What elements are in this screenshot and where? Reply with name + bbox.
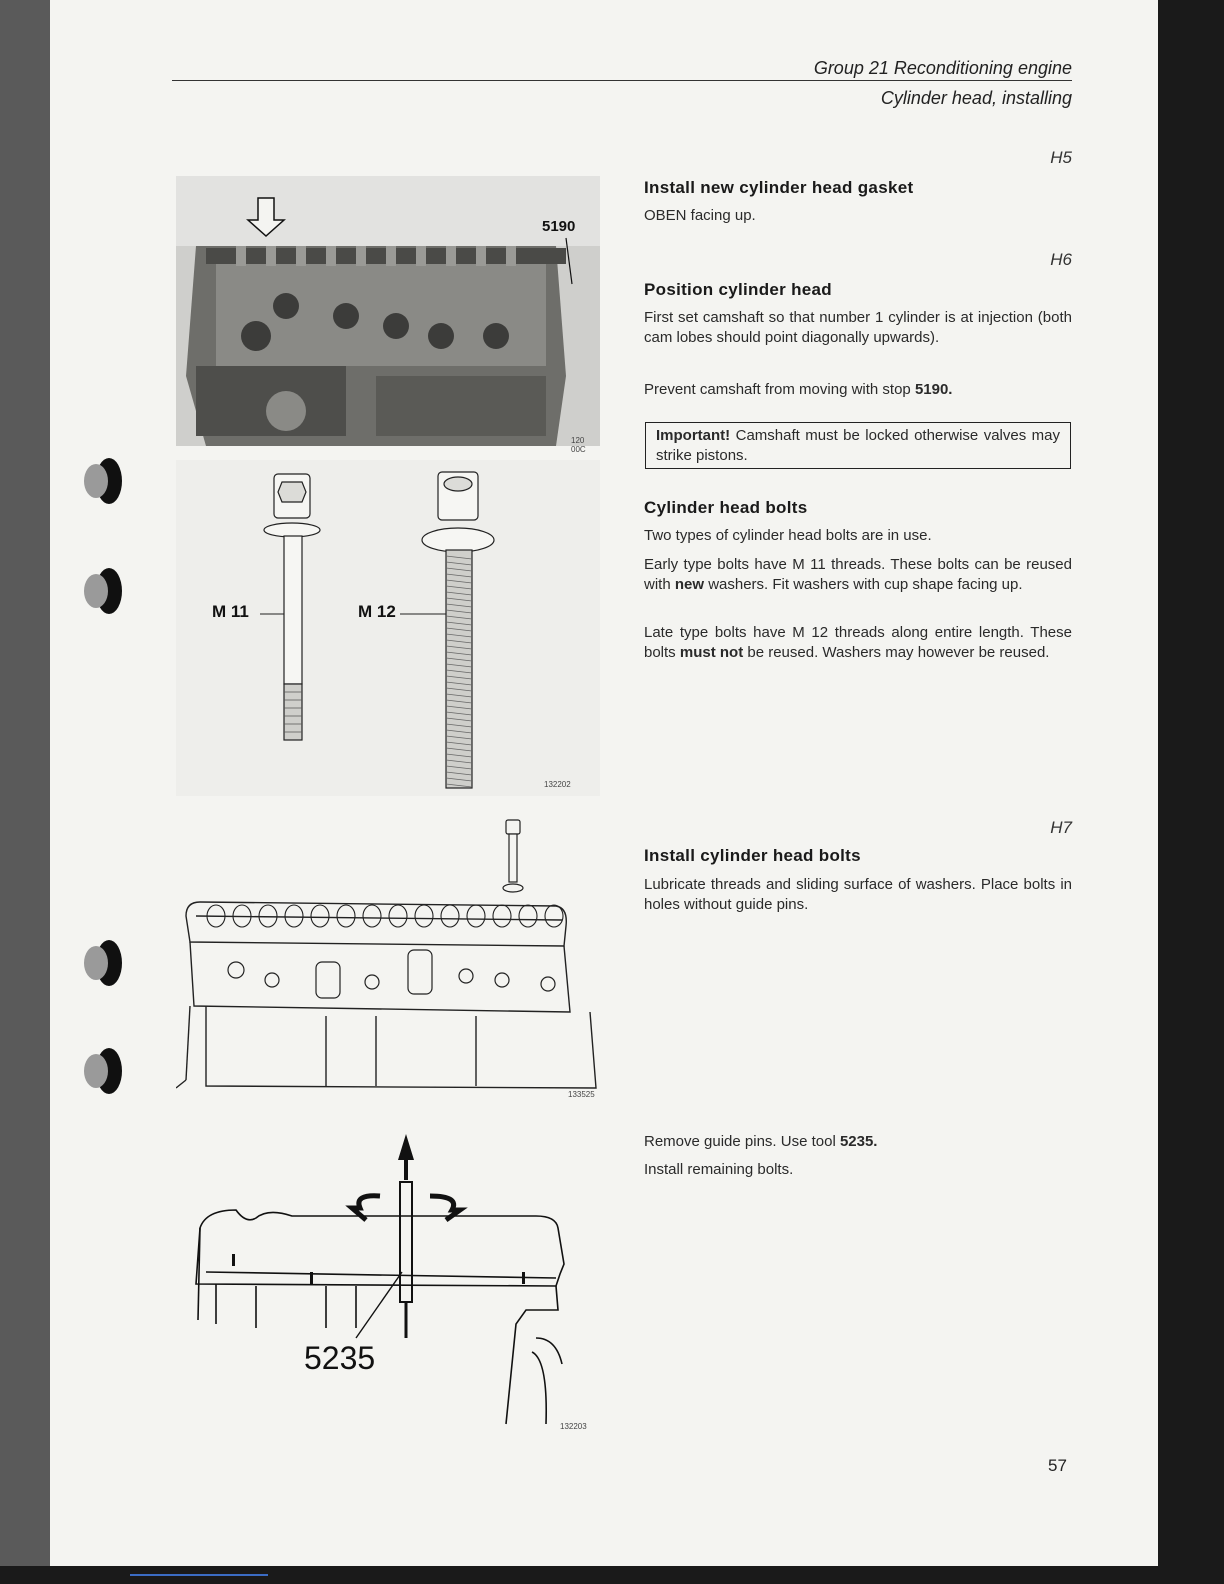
label-m11: M 11 xyxy=(212,602,249,621)
binder-hole xyxy=(96,940,122,986)
engine-photo xyxy=(176,176,600,454)
cylinder-head-illustration xyxy=(176,816,600,1100)
scan-artifact-line xyxy=(130,1574,268,1576)
step-number-h5: H5 xyxy=(1050,148,1072,167)
binder-hole xyxy=(96,458,122,504)
important-notice: Important! Camshaft must be locked otherwise valves may strike pistons. xyxy=(645,422,1071,469)
label-m12: M 12 xyxy=(358,602,396,621)
header-group: Group 21 Reconditioning engine xyxy=(813,58,1072,78)
binder-hole xyxy=(96,568,122,614)
step-number-h7: H7 xyxy=(1050,818,1072,837)
text-late-type: Late type bolts have M 12 threads along entire length. These bolts must not be reused. Washers may however be reused. xyxy=(644,624,1072,661)
text-early-type: Early type bolts have M 11 threads. These bolts can be reused with new washers. Fit washers with cup shape facing up. xyxy=(644,556,1072,593)
heading-position-head: Position cylinder head xyxy=(644,280,832,299)
callout-5190: 5190 xyxy=(542,218,576,235)
text-oben: OBEN facing up. xyxy=(644,207,756,224)
callout-5235: 5235 xyxy=(304,1340,376,1376)
page-number: 57 xyxy=(1048,1456,1067,1475)
heading-head-bolts: Cylinder head bolts xyxy=(644,498,808,517)
text-install-remaining: Install remaining bolts. xyxy=(644,1161,794,1178)
step-number-h6: H6 xyxy=(1050,250,1072,269)
figure-number: 133525 xyxy=(568,1090,595,1099)
bolts-illustration xyxy=(176,460,600,796)
heading-install-bolts: Install cylinder head bolts xyxy=(644,846,861,865)
figure-number: 132203 xyxy=(560,1422,587,1431)
text-lubricate: Lubricate threads and sliding surface of washers. Place bolts in holes without guide pins. xyxy=(644,876,1072,913)
scan-edge-right xyxy=(1158,0,1224,1584)
heading-install-gasket: Install new cylinder head gasket xyxy=(644,178,914,197)
text-camshaft-set: First set camshaft so that number 1 cylinder is at injection (both cam lobes should point diagonally upwards). xyxy=(644,309,1072,346)
text-prevent-camshaft: Prevent camshaft from moving with stop 5190. xyxy=(644,381,953,398)
figure-number: 132202 xyxy=(544,780,571,789)
text-remove-guide: Remove guide pins. Use tool 5235. xyxy=(644,1133,878,1150)
header-section: Cylinder head, installing xyxy=(880,88,1072,108)
guide-pin-tool-illustration xyxy=(176,1124,600,1436)
binder-hole xyxy=(96,1048,122,1094)
text-two-types: Two types of cylinder head bolts are in use. xyxy=(644,527,932,544)
figure-number: 120 00C xyxy=(571,436,586,454)
header-rule xyxy=(172,80,1072,81)
